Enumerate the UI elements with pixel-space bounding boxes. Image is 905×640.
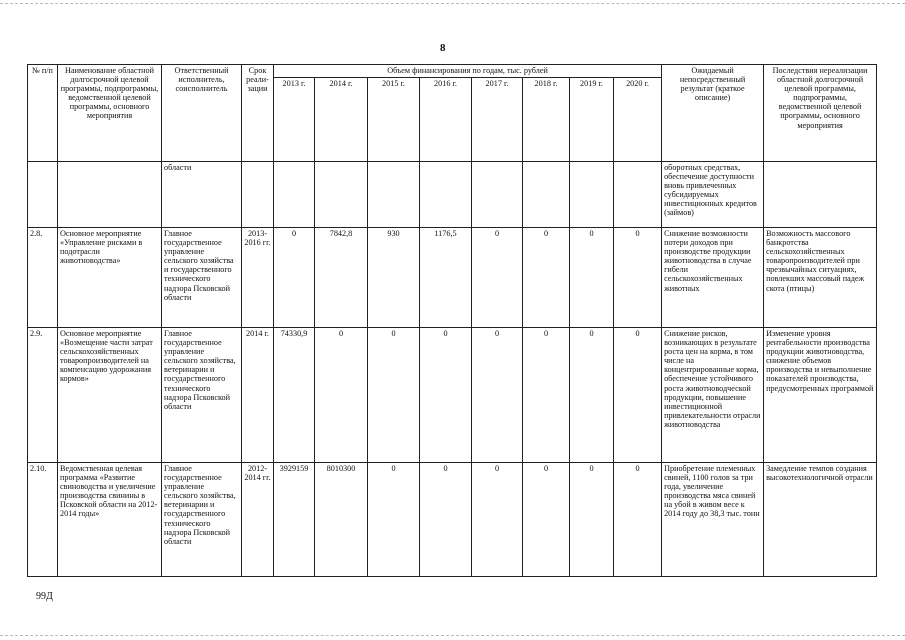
scan-edge-top	[0, 3, 905, 4]
row-executor: области	[162, 162, 242, 228]
table-row	[28, 162, 877, 228]
row-result: Снижение возможности потери доходов при производстве продукции животноводства в случае гибели сельскохозяйственных животных	[662, 228, 764, 328]
row-name: Основное мероприятие «Управление рисками в подотрасли животноводства»	[58, 228, 162, 328]
header-year: 2020 г.	[614, 78, 662, 162]
row-value	[420, 162, 472, 228]
table-row	[28, 228, 877, 328]
row-no: 2.9.	[28, 328, 58, 463]
row-consequences: Изменение уровня рентабельности производства продукции животноводства, снижение объемов производства и невыполнение показателей производства, предусмотренных программой	[764, 328, 877, 463]
row-consequences	[764, 162, 877, 228]
header-year: 2017 г.	[472, 78, 523, 162]
row-value	[315, 162, 368, 228]
row-value: 0	[570, 328, 614, 463]
row-value: 0	[523, 228, 570, 328]
row-value: 0	[315, 328, 368, 463]
row-consequences: Замедление темпов создания высокотехнологичной отрасли	[764, 463, 877, 577]
header-year: 2018 г.	[523, 78, 570, 162]
row-value	[368, 162, 420, 228]
table-row	[28, 328, 877, 463]
row-name: Основное мероприятие «Возмещение части затрат сельскохозяйственных товаропроизводителей на компенсацию удорожания кормов»	[58, 328, 162, 463]
header-row	[28, 65, 877, 78]
row-value: 0	[472, 228, 523, 328]
row-executor: Главное государственное управление сельского хозяйства и государственного технического надзора Псковской области	[162, 228, 242, 328]
row-value: 74330,9	[274, 328, 315, 463]
scan-edge-bottom	[0, 635, 905, 636]
row-executor: Главное государственное управление сельского хозяйства, ветеринарии и государственного технического надзора Псковской области	[162, 463, 242, 577]
row-value	[570, 162, 614, 228]
funding-table	[27, 64, 877, 577]
row-value: 3929159	[274, 463, 315, 577]
row-value: 0	[614, 228, 662, 328]
table-row	[28, 463, 877, 577]
row-name: Ведомственная целевая программа «Развитие свиноводства и увеличение производства свинины в Псковской области на 2012-2014 годы»	[58, 463, 162, 577]
row-result: Приобретение племенных свиней, 1100 голов за три года, увеличение производства мяса свиней на убой в живом весе к 2014 году до 38,3 тыс. тонн	[662, 463, 764, 577]
row-executor: Главное государственное управление сельского хозяйства, ветеринарии и государственного технического надзора Псковской области	[162, 328, 242, 463]
document-code: 99Д	[36, 591, 53, 602]
row-term: 2014 г.	[242, 328, 274, 463]
header-executor: Ответственный исполнитель, соисполнитель	[162, 65, 242, 162]
row-consequences: Возможность массового банкротства сельскохозяйственных товаропроизводителей при чрезвычайных ситуациях, повлекших массовый падеж скота (птицы)	[764, 228, 877, 328]
row-value	[472, 162, 523, 228]
row-term: 2013-2016 гг.	[242, 228, 274, 328]
row-value: 0	[570, 463, 614, 577]
row-result: оборотных средствах, обеспечение доступности вновь привлеченных субсидируемых инвестиционных кредитов (займов)	[662, 162, 764, 228]
row-value: 930	[368, 228, 420, 328]
row-value: 0	[523, 463, 570, 577]
header-year: 2014 г.	[315, 78, 368, 162]
header-consequences: Последствия нереализации областной долгосрочной целевой программы, подпрограммы, ведомственной целевой программы, основного мероприятия	[764, 65, 877, 162]
header-no: № п/п	[28, 65, 58, 162]
row-term: 2012-2014 гг.	[242, 463, 274, 577]
header-funding: Объем финансирования по годам, тыс. рублей	[274, 65, 662, 78]
row-name	[58, 162, 162, 228]
header-year: 2013 г.	[274, 78, 315, 162]
row-value: 1176,5	[420, 228, 472, 328]
row-result: Снижение рисков, возникающих в результате роста цен на корма, в том числе на концентрированные корма, обеспечение устойчивого роста животноводческой продукции, повышение инвестиционной привлекательности отрасли животноводства	[662, 328, 764, 463]
row-value: 0	[614, 328, 662, 463]
row-value: 0	[472, 463, 523, 577]
row-value	[274, 162, 315, 228]
row-value: 0	[274, 228, 315, 328]
row-value	[523, 162, 570, 228]
row-value: 7842,8	[315, 228, 368, 328]
header-year: 2016 г.	[420, 78, 472, 162]
header-term: Срок реали-зации	[242, 65, 274, 162]
page-number: 8	[440, 42, 446, 54]
row-value: 0	[368, 463, 420, 577]
header-year: 2019 г.	[570, 78, 614, 162]
header-result: Ожидаемый непосредственный результат (краткое описание)	[662, 65, 764, 162]
row-value: 8010300	[315, 463, 368, 577]
row-value: 0	[368, 328, 420, 463]
row-term	[242, 162, 274, 228]
row-value: 0	[523, 328, 570, 463]
header-year: 2015 г.	[368, 78, 420, 162]
row-value	[614, 162, 662, 228]
row-value: 0	[570, 228, 614, 328]
row-value: 0	[420, 463, 472, 577]
header-name: Наименование областной долгосрочной целевой программы, подпрограммы, ведомственной целевой программы, основного мероприятия	[58, 65, 162, 162]
row-no	[28, 162, 58, 228]
row-value: 0	[614, 463, 662, 577]
row-value: 0	[420, 328, 472, 463]
row-no: 2.8.	[28, 228, 58, 328]
row-value: 0	[472, 328, 523, 463]
row-no: 2.10.	[28, 463, 58, 577]
